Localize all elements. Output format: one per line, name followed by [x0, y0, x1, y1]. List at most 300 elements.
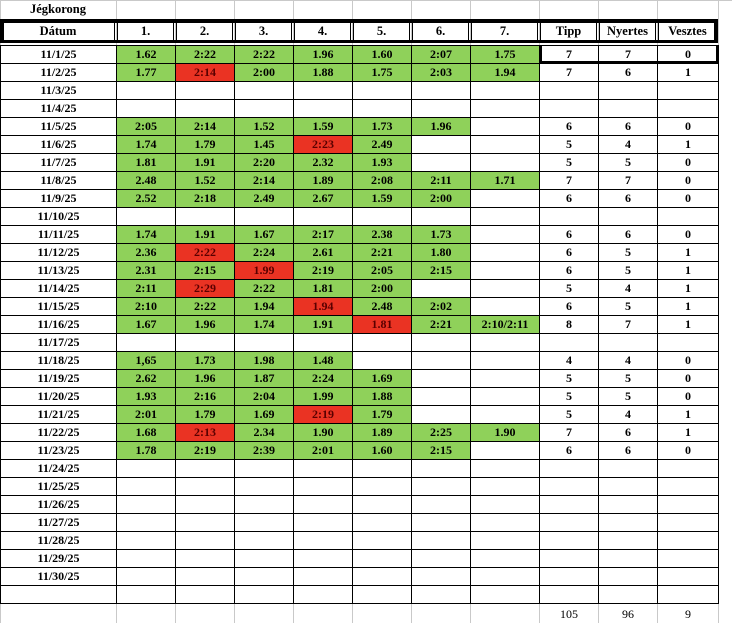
odds-cell-won[interactable]: 1.59: [294, 118, 352, 135]
empty-cell[interactable]: [294, 82, 352, 99]
odds-cell-won[interactable]: 1.52: [176, 172, 234, 189]
odds-cell-won[interactable]: 2:11: [117, 280, 175, 297]
vesztes-cell[interactable]: [658, 568, 718, 585]
odds-cell-won[interactable]: 1.94: [235, 298, 293, 315]
vesztes-cell[interactable]: 0: [685, 371, 691, 385]
empty-cell[interactable]: [117, 334, 175, 351]
date-cell[interactable]: 11/23/25: [37, 443, 80, 457]
odds-cell-won[interactable]: 1.96: [412, 118, 470, 135]
nyertes-cell[interactable]: 5: [625, 245, 631, 259]
odds-cell-won[interactable]: 2:03: [412, 64, 470, 81]
tipp-cell[interactable]: 7: [566, 425, 572, 439]
odds-cell-won[interactable]: 2:07: [412, 46, 470, 63]
odds-cell-won[interactable]: 1.74: [117, 136, 175, 153]
odds-cell-won[interactable]: 2:01: [294, 442, 352, 459]
vesztes-cell[interactable]: 1: [685, 137, 691, 151]
empty-cell[interactable]: [471, 352, 539, 369]
column-header[interactable]: 1.: [118, 21, 173, 41]
vesztes-cell[interactable]: [658, 532, 718, 549]
empty-cell[interactable]: [412, 208, 470, 225]
odds-cell-won[interactable]: 1.88: [294, 64, 352, 81]
tipp-cell[interactable]: 6: [566, 245, 572, 259]
vesztes-cell[interactable]: [658, 478, 718, 495]
odds-cell-won[interactable]: 1.74: [117, 226, 175, 243]
date-cell[interactable]: 11/1/25: [40, 47, 77, 61]
nyertes-cell[interactable]: [599, 550, 657, 567]
column-header[interactable]: 5.: [354, 21, 409, 41]
date-cell[interactable]: 11/14/25: [37, 281, 80, 295]
odds-cell-won[interactable]: 2.62: [117, 370, 175, 387]
tipp-cell[interactable]: [540, 460, 598, 477]
nyertes-cell[interactable]: 4: [625, 353, 631, 367]
odds-cell-lost[interactable]: 2:13: [176, 424, 234, 441]
tipp-cell[interactable]: 5: [566, 389, 572, 403]
empty-cell[interactable]: [176, 334, 234, 351]
vesztes-cell[interactable]: 1: [685, 299, 691, 313]
empty-cell[interactable]: [294, 550, 352, 567]
empty-cell[interactable]: [353, 478, 411, 495]
nyertes-cell[interactable]: 5: [625, 155, 631, 169]
empty-cell[interactable]: [353, 550, 411, 567]
nyertes-cell[interactable]: 6: [625, 443, 631, 457]
tipp-cell[interactable]: [540, 82, 598, 99]
nyertes-cell[interactable]: 6: [625, 227, 631, 241]
tipp-cell[interactable]: [540, 478, 598, 495]
nyertes-cell[interactable]: 5: [625, 263, 631, 277]
empty-cell[interactable]: [471, 370, 539, 387]
odds-cell-won[interactable]: 2.31: [117, 262, 175, 279]
nyertes-cell[interactable]: [599, 478, 657, 495]
nyertes-cell[interactable]: 7: [625, 317, 631, 331]
empty-cell[interactable]: [117, 514, 175, 531]
nyertes-cell[interactable]: 7: [625, 173, 631, 187]
odds-cell-won[interactable]: 2:21: [412, 316, 470, 333]
odds-cell-won[interactable]: 1.88: [353, 388, 411, 405]
empty-cell[interactable]: [412, 496, 470, 513]
odds-cell-won[interactable]: 1.81: [294, 280, 352, 297]
empty-cell[interactable]: [294, 100, 352, 117]
tipp-cell[interactable]: 5: [566, 371, 572, 385]
nyertes-cell[interactable]: 6: [625, 65, 631, 79]
empty-cell[interactable]: [412, 388, 470, 405]
date-cell[interactable]: 11/17/25: [37, 335, 80, 349]
odds-cell-won[interactable]: 1.99: [294, 388, 352, 405]
vesztes-cell[interactable]: 1: [685, 245, 691, 259]
empty-cell[interactable]: [412, 280, 470, 297]
empty-cell[interactable]: [412, 100, 470, 117]
odds-cell-won[interactable]: 2:00: [353, 280, 411, 297]
tipp-cell[interactable]: 6: [566, 443, 572, 457]
odds-cell-won[interactable]: 2:22: [176, 298, 234, 315]
empty-cell[interactable]: [471, 208, 539, 225]
odds-cell-won[interactable]: 1.91: [176, 226, 234, 243]
odds-cell-won[interactable]: 1.59: [353, 190, 411, 207]
empty-cell[interactable]: [353, 496, 411, 513]
odds-cell-won[interactable]: 2:39: [235, 442, 293, 459]
odds-cell-won[interactable]: 1.91: [294, 316, 352, 333]
empty-cell[interactable]: [471, 568, 539, 585]
odds-cell-won[interactable]: 1.74: [235, 316, 293, 333]
odds-cell-won[interactable]: 2.34: [235, 424, 293, 441]
odds-cell-won[interactable]: 1.91: [176, 154, 234, 171]
odds-cell-lost[interactable]: 2:19: [294, 406, 352, 423]
odds-cell-won[interactable]: 1.98: [235, 352, 293, 369]
vesztes-cell[interactable]: [658, 496, 718, 513]
empty-cell[interactable]: [471, 118, 539, 135]
odds-cell-won[interactable]: 1.67: [235, 226, 293, 243]
odds-cell-won[interactable]: 2.36: [117, 244, 175, 261]
empty-cell[interactable]: [235, 100, 293, 117]
date-cell[interactable]: 11/27/25: [37, 515, 80, 529]
empty-cell[interactable]: [471, 460, 539, 477]
vesztes-cell[interactable]: 0: [685, 119, 691, 133]
nyertes-cell[interactable]: 5: [625, 389, 631, 403]
nyertes-cell[interactable]: 5: [625, 299, 631, 313]
empty-cell[interactable]: [294, 334, 352, 351]
empty-cell[interactable]: [471, 154, 539, 171]
empty-cell[interactable]: [294, 532, 352, 549]
vesztes-cell[interactable]: 1: [685, 407, 691, 421]
date-cell[interactable]: 11/24/25: [37, 461, 80, 475]
empty-cell[interactable]: [176, 100, 234, 117]
odds-cell-won[interactable]: 1.80: [412, 244, 470, 261]
empty-cell[interactable]: [353, 460, 411, 477]
column-header[interactable]: Dátum: [2, 21, 114, 41]
odds-cell-won[interactable]: 2:02: [412, 298, 470, 315]
date-cell[interactable]: 11/11/25: [37, 227, 80, 241]
nyertes-cell[interactable]: 5: [625, 371, 631, 385]
empty-cell[interactable]: [176, 514, 234, 531]
odds-cell-won[interactable]: 2:24: [294, 370, 352, 387]
odds-cell-won[interactable]: 1.69: [235, 406, 293, 423]
odds-cell-lost[interactable]: 2:22: [176, 244, 234, 261]
date-cell[interactable]: 11/29/25: [37, 551, 80, 565]
vesztes-cell[interactable]: 1: [685, 281, 691, 295]
vesztes-cell[interactable]: [658, 514, 718, 531]
date-cell[interactable]: 11/26/25: [37, 497, 80, 511]
nyertes-cell[interactable]: [599, 532, 657, 549]
odds-cell-lost[interactable]: 1.81: [353, 316, 411, 333]
column-header[interactable]: 3.: [236, 21, 291, 41]
empty-cell[interactable]: [235, 460, 293, 477]
odds-cell-won[interactable]: 2:16: [176, 388, 234, 405]
vesztes-cell[interactable]: [658, 550, 718, 567]
empty-cell[interactable]: [353, 352, 411, 369]
tipp-cell[interactable]: 8: [566, 317, 572, 331]
vesztes-cell[interactable]: [658, 208, 718, 225]
empty-cell[interactable]: [471, 82, 539, 99]
column-header[interactable]: Vesztes: [659, 21, 716, 41]
nyertes-cell[interactable]: 4: [625, 281, 631, 295]
empty-cell[interactable]: [412, 352, 470, 369]
date-cell[interactable]: 11/19/25: [37, 371, 80, 385]
empty-cell[interactable]: [471, 496, 539, 513]
odds-cell-won[interactable]: 2:24: [235, 244, 293, 261]
empty-cell[interactable]: [294, 496, 352, 513]
empty-cell[interactable]: [412, 532, 470, 549]
tipp-cell[interactable]: 5: [566, 407, 572, 421]
date-cell[interactable]: 11/3/25: [40, 83, 77, 97]
vesztes-cell[interactable]: 0: [685, 155, 691, 169]
odds-cell-won[interactable]: 1.69: [353, 370, 411, 387]
tipp-cell[interactable]: [540, 550, 598, 567]
empty-cell[interactable]: [176, 496, 234, 513]
nyertes-cell[interactable]: [599, 460, 657, 477]
column-header[interactable]: Tipp: [541, 21, 596, 41]
tipp-cell[interactable]: 6: [566, 191, 572, 205]
empty-cell[interactable]: [412, 82, 470, 99]
empty-cell[interactable]: [117, 496, 175, 513]
odds-cell-won[interactable]: 1.60: [353, 46, 411, 63]
empty-cell[interactable]: [117, 550, 175, 567]
tipp-cell[interactable]: [540, 100, 598, 117]
empty-cell[interactable]: [235, 478, 293, 495]
vesztes-cell[interactable]: 0: [685, 47, 691, 61]
tipp-cell[interactable]: [540, 496, 598, 513]
empty-cell[interactable]: [235, 568, 293, 585]
odds-cell-won[interactable]: 1.79: [353, 406, 411, 423]
tipp-cell[interactable]: 6: [566, 227, 572, 241]
empty-cell[interactable]: [471, 136, 539, 153]
odds-cell-won[interactable]: 2:22: [176, 46, 234, 63]
nyertes-cell[interactable]: [599, 514, 657, 531]
date-cell[interactable]: 11/21/25: [37, 407, 80, 421]
empty-cell[interactable]: [294, 208, 352, 225]
empty-cell[interactable]: [471, 388, 539, 405]
odds-cell-won[interactable]: 2:15: [412, 262, 470, 279]
odds-cell-won[interactable]: 1.96: [176, 316, 234, 333]
nyertes-cell[interactable]: [599, 568, 657, 585]
empty-cell[interactable]: [235, 334, 293, 351]
date-cell[interactable]: 11/4/25: [40, 101, 77, 115]
odds-cell-won[interactable]: 1.67: [117, 316, 175, 333]
empty-cell[interactable]: [471, 334, 539, 351]
odds-cell-won[interactable]: 1.87: [235, 370, 293, 387]
odds-cell-won[interactable]: 1.73: [412, 226, 470, 243]
odds-cell-won[interactable]: 2:19: [294, 262, 352, 279]
date-cell[interactable]: 11/8/25: [40, 173, 77, 187]
empty-cell[interactable]: [235, 496, 293, 513]
odds-cell-won[interactable]: 1.52: [235, 118, 293, 135]
odds-cell-won[interactable]: 2:11: [412, 172, 470, 189]
empty-cell[interactable]: [353, 100, 411, 117]
odds-cell-won[interactable]: 1,65: [117, 352, 175, 369]
empty-cell[interactable]: [235, 550, 293, 567]
odds-cell-won[interactable]: 2:08: [353, 172, 411, 189]
odds-cell-won[interactable]: 2.32: [294, 154, 352, 171]
odds-cell-won[interactable]: 1.96: [176, 370, 234, 387]
empty-cell[interactable]: [176, 550, 234, 567]
nyertes-cell[interactable]: [599, 496, 657, 513]
odds-cell-won[interactable]: 1.79: [176, 406, 234, 423]
odds-cell-won[interactable]: 2.48: [117, 172, 175, 189]
empty-cell[interactable]: [471, 244, 539, 261]
vesztes-cell[interactable]: 0: [685, 443, 691, 457]
tipp-cell[interactable]: 5: [566, 155, 572, 169]
odds-cell-won[interactable]: 2.61: [294, 244, 352, 261]
odds-cell-won[interactable]: 2:04: [235, 388, 293, 405]
odds-cell-won[interactable]: 2:10: [117, 298, 175, 315]
nyertes-cell[interactable]: 6: [625, 425, 631, 439]
empty-cell[interactable]: [412, 136, 470, 153]
vesztes-cell[interactable]: 0: [685, 353, 691, 367]
date-cell[interactable]: 11/13/25: [37, 263, 80, 277]
odds-cell-won[interactable]: 1.94: [471, 64, 539, 81]
odds-cell-won[interactable]: 2:25: [412, 424, 470, 441]
empty-cell[interactable]: [176, 82, 234, 99]
odds-cell-won[interactable]: 1.75: [471, 46, 539, 63]
empty-cell[interactable]: [176, 568, 234, 585]
empty-cell[interactable]: [294, 568, 352, 585]
vesztes-cell[interactable]: 1: [685, 425, 691, 439]
odds-cell-won[interactable]: 2:22: [235, 46, 293, 63]
odds-cell-won[interactable]: 2:10/2:11: [471, 316, 539, 333]
empty-cell[interactable]: [117, 208, 175, 225]
empty-cell[interactable]: [471, 190, 539, 207]
nyertes-cell[interactable]: 7: [625, 47, 631, 61]
odds-cell-won[interactable]: 1.60: [353, 442, 411, 459]
empty-cell[interactable]: [412, 370, 470, 387]
empty-cell[interactable]: [471, 298, 539, 315]
tipp-cell[interactable]: [540, 208, 598, 225]
vesztes-cell[interactable]: [658, 334, 718, 351]
empty-cell[interactable]: [471, 262, 539, 279]
vesztes-cell[interactable]: [658, 100, 718, 117]
odds-cell-won[interactable]: 1.62: [117, 46, 175, 63]
empty-cell[interactable]: [471, 226, 539, 243]
empty-cell[interactable]: [117, 568, 175, 585]
date-cell[interactable]: 11/6/25: [40, 137, 77, 151]
odds-cell-lost[interactable]: 2:14: [176, 64, 234, 81]
empty-cell[interactable]: [117, 82, 175, 99]
odds-cell-won[interactable]: 2.67: [294, 190, 352, 207]
empty-cell[interactable]: [471, 514, 539, 531]
odds-cell-won[interactable]: 1.89: [353, 424, 411, 441]
odds-cell-won[interactable]: 1.93: [353, 154, 411, 171]
odds-cell-won[interactable]: 1.75: [353, 64, 411, 81]
empty-cell[interactable]: [117, 478, 175, 495]
vesztes-cell[interactable]: 0: [685, 227, 691, 241]
empty-cell[interactable]: [353, 568, 411, 585]
column-header[interactable]: 2.: [177, 21, 232, 41]
odds-cell-won[interactable]: 2:19: [176, 442, 234, 459]
date-cell[interactable]: 11/9/25: [40, 191, 77, 205]
odds-cell-won[interactable]: 1.79: [176, 136, 234, 153]
odds-cell-won[interactable]: 1.68: [117, 424, 175, 441]
odds-cell-lost[interactable]: 1.99: [235, 262, 293, 279]
empty-cell[interactable]: [412, 514, 470, 531]
vesztes-cell[interactable]: 1: [685, 317, 691, 331]
odds-cell-won[interactable]: 1.77: [117, 64, 175, 81]
vesztes-cell[interactable]: 0: [685, 389, 691, 403]
empty-cell[interactable]: [353, 82, 411, 99]
column-header[interactable]: 6.: [413, 21, 468, 41]
odds-cell-won[interactable]: 2.49: [353, 136, 411, 153]
empty-cell[interactable]: [176, 460, 234, 477]
date-cell[interactable]: 11/16/25: [37, 317, 80, 331]
odds-cell-won[interactable]: 2:17: [294, 226, 352, 243]
empty-cell[interactable]: [471, 478, 539, 495]
tipp-cell[interactable]: 4: [566, 353, 572, 367]
nyertes-cell[interactable]: [599, 334, 657, 351]
odds-cell-lost[interactable]: 1.94: [294, 298, 352, 315]
empty-cell[interactable]: [117, 100, 175, 117]
empty-cell[interactable]: [353, 208, 411, 225]
vesztes-cell[interactable]: 1: [685, 263, 691, 277]
odds-cell-won[interactable]: 2:18: [176, 190, 234, 207]
empty-cell[interactable]: [412, 550, 470, 567]
tipp-cell[interactable]: 5: [566, 137, 572, 151]
odds-cell-won[interactable]: 1.45: [235, 136, 293, 153]
tipp-cell[interactable]: 5: [566, 281, 572, 295]
odds-cell-won[interactable]: 1.96: [294, 46, 352, 63]
date-cell[interactable]: 11/5/25: [40, 119, 77, 133]
date-cell[interactable]: 11/22/25: [37, 425, 80, 439]
odds-cell-won[interactable]: 2.38: [353, 226, 411, 243]
empty-cell[interactable]: [353, 514, 411, 531]
empty-cell[interactable]: [235, 82, 293, 99]
vesztes-cell[interactable]: 0: [685, 191, 691, 205]
tipp-cell[interactable]: [540, 514, 598, 531]
empty-cell[interactable]: [235, 208, 293, 225]
empty-cell[interactable]: [235, 514, 293, 531]
nyertes-cell[interactable]: 6: [625, 119, 631, 133]
empty-cell[interactable]: [294, 514, 352, 531]
odds-cell-won[interactable]: 1.93: [117, 388, 175, 405]
nyertes-cell[interactable]: [599, 100, 657, 117]
tipp-cell[interactable]: 7: [566, 65, 572, 79]
odds-cell-won[interactable]: 1.89: [294, 172, 352, 189]
odds-cell-won[interactable]: 2:01: [117, 406, 175, 423]
vesztes-cell[interactable]: [658, 82, 718, 99]
column-header[interactable]: Nyertes: [600, 21, 655, 41]
empty-cell[interactable]: [235, 532, 293, 549]
empty-cell[interactable]: [294, 460, 352, 477]
odds-cell-won[interactable]: 1.73: [176, 352, 234, 369]
tipp-cell[interactable]: 6: [566, 299, 572, 313]
odds-cell-won[interactable]: 1.73: [353, 118, 411, 135]
date-cell[interactable]: 11/30/25: [37, 569, 80, 583]
vesztes-cell[interactable]: 1: [685, 65, 691, 79]
empty-cell[interactable]: [353, 334, 411, 351]
odds-cell-lost[interactable]: 2:29: [176, 280, 234, 297]
odds-cell-won[interactable]: 2:15: [176, 262, 234, 279]
odds-cell-won[interactable]: 1.81: [117, 154, 175, 171]
date-cell[interactable]: 11/10/25: [37, 209, 80, 223]
empty-cell[interactable]: [412, 406, 470, 423]
empty-cell[interactable]: [117, 460, 175, 477]
date-cell[interactable]: 11/7/25: [40, 155, 77, 169]
tipp-cell[interactable]: [540, 532, 598, 549]
empty-cell[interactable]: [176, 478, 234, 495]
odds-cell-won[interactable]: 2:22: [235, 280, 293, 297]
empty-cell[interactable]: [176, 208, 234, 225]
column-header[interactable]: 7.: [472, 21, 537, 41]
empty-cell[interactable]: [353, 532, 411, 549]
empty-cell[interactable]: [471, 550, 539, 567]
odds-cell-won[interactable]: 2:15: [412, 442, 470, 459]
empty-cell[interactable]: [471, 406, 539, 423]
date-cell[interactable]: 11/2/25: [40, 65, 77, 79]
empty-cell[interactable]: [412, 568, 470, 585]
empty-cell[interactable]: [471, 442, 539, 459]
date-cell[interactable]: 11/18/25: [37, 353, 80, 367]
empty-cell[interactable]: [412, 460, 470, 477]
date-cell[interactable]: 11/15/25: [37, 299, 80, 313]
odds-cell-won[interactable]: 2:00: [412, 190, 470, 207]
odds-cell-won[interactable]: 2:00: [235, 64, 293, 81]
nyertes-cell[interactable]: [599, 208, 657, 225]
